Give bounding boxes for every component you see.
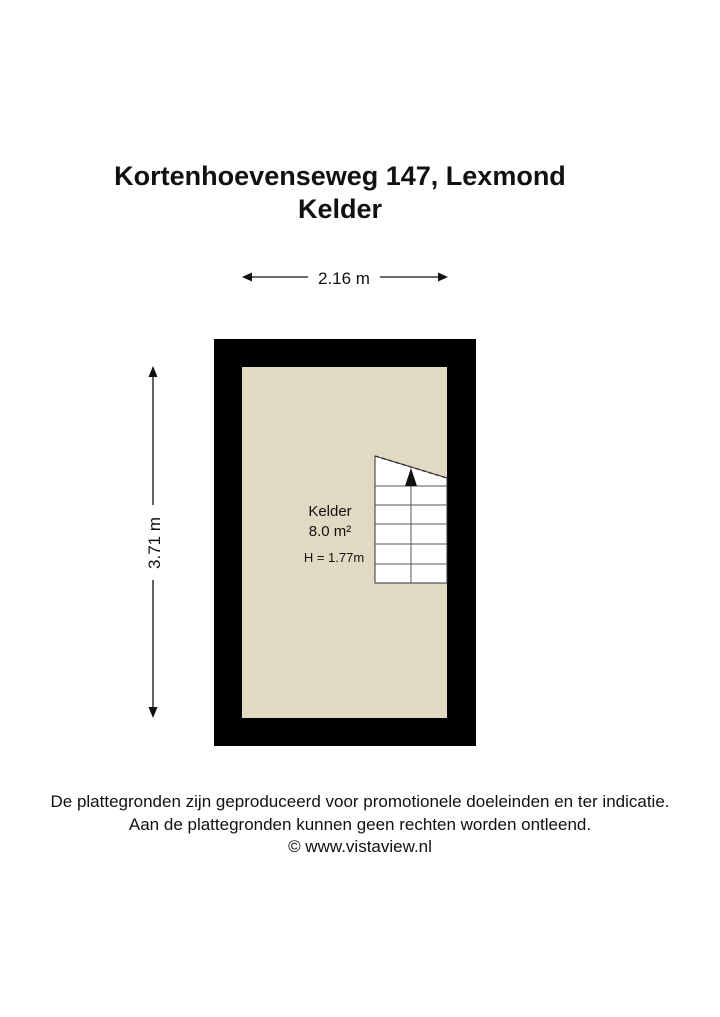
disclaimer-line-2: Aan de plattegronden kunnen geen rechten worden ontleend. bbox=[128, 815, 592, 834]
staircase bbox=[375, 456, 447, 583]
room-name-label: Kelder bbox=[308, 503, 352, 520]
width-dimension bbox=[242, 269, 448, 288]
disclaimer-line-1: De plattegronden zijn geproduceerd voor promotionele doeleinden en ter indicatie. bbox=[50, 792, 670, 811]
height-dimension bbox=[145, 366, 164, 718]
room-height-label: H = 1.77m bbox=[303, 550, 365, 565]
arrow-left-icon bbox=[242, 273, 252, 282]
width-dimension-label: 2.16 m bbox=[318, 269, 370, 288]
copyright-line: © www.vistaview.nl bbox=[288, 837, 432, 856]
arrow-up-icon bbox=[149, 366, 158, 377]
room-area-label: 8.0 m² bbox=[308, 523, 352, 540]
plan-title-address: Kortenhoevenseweg 147, Lexmond bbox=[114, 161, 566, 191]
arrow-right-icon bbox=[438, 273, 448, 282]
arrow-down-icon bbox=[149, 707, 158, 718]
plan-title-floor: Kelder bbox=[297, 194, 383, 224]
height-dimension-label: 3.71 m bbox=[145, 517, 164, 569]
